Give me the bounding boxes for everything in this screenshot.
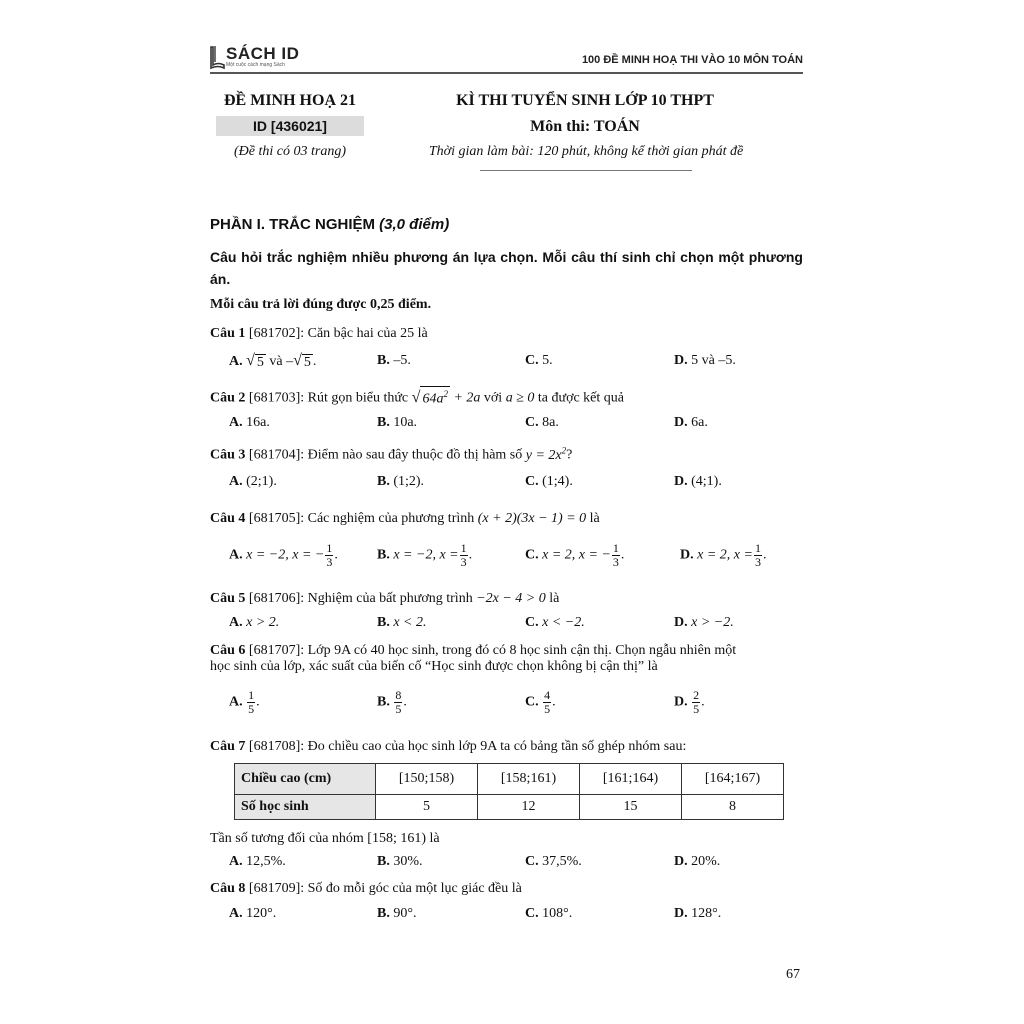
table-cell: [161;164) — [580, 764, 682, 795]
question-5: Câu 5 [681706]: Nghiệm của bất phương trình −2x − 4 > 0 là — [210, 591, 560, 606]
q3-function: $y = 2x^2$ — [525, 445, 567, 463]
question-7: Câu 7 [681708]: Đo chiều cao của học sinh lớp 9A ta có bảng tần số ghép nhóm sau: — [210, 739, 687, 754]
q1-option-a[interactable]: A. √ 5 và – √ 5 . — [229, 352, 317, 370]
q1-option-b[interactable]: B. –5. — [377, 353, 411, 368]
book-icon — [210, 44, 226, 70]
q2-option-d[interactable]: D. 6a. — [674, 415, 708, 430]
table-cell: [150;158) — [376, 764, 478, 795]
q7-option-c[interactable]: C. 37,5%. — [525, 854, 582, 869]
q3-option-c[interactable]: C. (1;4). — [525, 474, 573, 489]
table-cell: 8 — [682, 795, 784, 820]
q2-option-a[interactable]: A. 16a. — [229, 415, 270, 430]
q6-option-a[interactable]: A. $\frac{1}{5}$ . — [229, 688, 260, 716]
q1-option-c[interactable]: C. 5. — [525, 353, 553, 368]
frequency-table — [234, 763, 784, 820]
exam-id-badge: ID [436021] — [216, 116, 364, 136]
question-8: Câu 8 [681709]: Số đo mỗi góc của một lục giác đều là — [210, 881, 522, 896]
q8-option-a[interactable]: A. 120°. — [229, 906, 277, 921]
q6-option-c[interactable]: C. $\frac{4}{5}$ . — [525, 688, 556, 716]
exam-divider — [480, 170, 692, 171]
section-title-points: (3,0 điểm) — [379, 216, 450, 233]
question-6-line-2: học sinh của lớp, xác suất của biến cố “Học sinh được chọn không bị cận thị” là — [210, 659, 658, 674]
q4-option-c[interactable]: C. x = 2, x = − $\frac{1}{3}$ . — [525, 541, 625, 569]
q5-option-b[interactable]: B. x < 2. — [377, 615, 427, 630]
q2-option-c[interactable]: C. 8a. — [525, 415, 559, 430]
neg-sqrt-five: – √ 5 . — [286, 352, 317, 370]
section-title-main: PHẦN I. TRẮC NGHIỆM — [210, 216, 375, 233]
table-row — [235, 764, 784, 795]
q3-option-d[interactable]: D. (4;1). — [674, 474, 722, 489]
q5-option-a[interactable]: A. x > 2. — [229, 615, 280, 630]
section-scoring: Mỗi câu trả lời đúng được 0,25 điểm. — [210, 297, 432, 312]
table-cell: 15 — [580, 795, 682, 820]
q1-option-d[interactable]: D. 5 và –5. — [674, 353, 736, 368]
q4-option-a[interactable]: A. x = −2, x = − $\frac{1}{3}$ . — [229, 541, 338, 569]
question-text: Căn bậc hai của 25 là — [307, 326, 428, 341]
q6-option-b[interactable]: B. $\frac{8}{5}$ . — [377, 688, 407, 716]
logo-text: SÁCH ID — [226, 44, 300, 63]
q5-option-c[interactable]: C. x < −2. — [525, 615, 585, 630]
table-cell: [164;167) — [682, 764, 784, 795]
question-7-followup: Tần số tương đối của nhóm [158; 161) là — [210, 831, 440, 846]
question-1 — [210, 326, 428, 342]
question-6: Câu 6 [681707]: Lớp 9A có 40 học sinh, trong đó có 8 học sinh cận thị. Chọn ngẫu nhiên một học sinh của lớp, xác suất của biến cố “Học sinh được chọn không bị cận thị” là — [210, 643, 803, 675]
exam-title: KÌ THI TUYỂN SINH LỚP 10 THPT — [456, 92, 714, 109]
q6-option-d[interactable]: D. $\frac{2}{5}$ . — [674, 688, 705, 716]
page-number: 67 — [786, 967, 800, 982]
section-instruction: Câu hỏi trắc nghiệm nhiều phương án lựa chọn. Mỗi câu thí sinh chỉ chọn một phương án. — [210, 249, 803, 287]
table-cell: [158;161) — [478, 764, 580, 795]
sqrt-five: √ 5 — [246, 352, 264, 370]
question-4: Câu 4 [681705]: Các nghiệm của phương trình (x + 2)(3x − 1) = 0 là — [210, 511, 600, 526]
table-header-count: Số học sinh — [235, 795, 376, 820]
q8-option-b[interactable]: B. 90°. — [377, 906, 417, 921]
question-label: Câu 1 — [210, 326, 246, 341]
q7-option-b[interactable]: B. 30%. — [377, 854, 423, 869]
exam-pages-note: (Đề thi có 03 trang) — [234, 144, 346, 159]
book-title: 100 ĐỀ MINH HOẠ THI VÀO 10 MÔN TOÁN — [581, 54, 803, 66]
q4-option-b[interactable]: B. x = −2, x = $\frac{1}{3}$ . — [377, 541, 473, 569]
q7-option-d[interactable]: D. 20%. — [674, 854, 721, 869]
q4-option-d[interactable]: D. x = 2, x = $\frac{1}{3}$ . — [680, 541, 767, 569]
table-row — [235, 795, 784, 820]
table-cell: 5 — [376, 795, 478, 820]
q2-expression: √ $64a^2$ — [412, 386, 450, 407]
exam-subject: Môn thi: TOÁN — [530, 118, 640, 135]
question-2: Câu 2 [681703]: Rút gọn biểu thức √ $64a^2$ + 2a với a ≥ 0 ta được kết quả — [210, 386, 624, 407]
header-divider — [210, 72, 803, 74]
section-title — [210, 216, 449, 233]
question-id: [681702]: — [248, 326, 305, 341]
table-cell: 12 — [478, 795, 580, 820]
exam-time-note: Thời gian làm bài: 120 phút, không kể thời gian phát đề — [428, 144, 744, 159]
q2-option-b[interactable]: B. 10a. — [377, 415, 418, 430]
q7-option-a[interactable]: A. 12,5%. — [229, 854, 286, 869]
q8-option-c[interactable]: C. 108°. — [525, 906, 573, 921]
q3-option-a[interactable]: A. (2;1). — [229, 474, 277, 489]
q8-option-d[interactable]: D. 128°. — [674, 906, 722, 921]
q5-option-d[interactable]: D. x > −2. — [674, 615, 734, 630]
question-3: Câu 3 [681704]: Điểm nào sau đây thuộc đồ thị hàm số $y = 2x^2$? — [210, 445, 573, 463]
table-header-height: Chiều cao (cm) — [235, 764, 376, 795]
logo-tagline: Một cuộc cách mạng Sách — [226, 62, 285, 68]
exam-number: ĐỀ MINH HOẠ 21 — [224, 92, 356, 109]
q3-option-b[interactable]: B. (1;2). — [377, 474, 425, 489]
